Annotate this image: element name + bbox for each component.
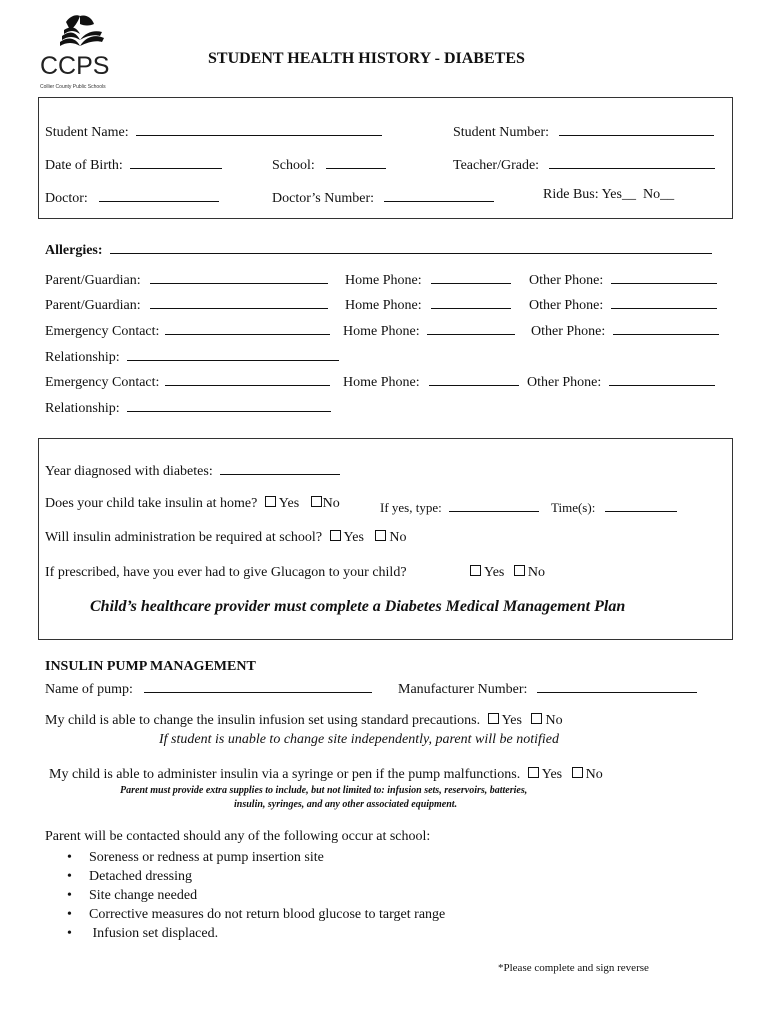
home-phone-3-label: Home Phone: [343,324,420,339]
home-phone-1-field[interactable] [431,269,511,284]
ride-bus[interactable]: Ride Bus: Yes__ No__ [543,187,675,202]
insulin-school-no-label: No [389,530,407,545]
insulin-home-row [45,496,340,512]
school-field[interactable] [326,154,386,169]
parent-guardian-2-row [45,294,328,314]
student-name-row [45,121,382,141]
insulin-times-row [551,497,677,516]
other-phone-3-label: Other Phone: [531,324,606,339]
list-item: • Detached dressing [45,867,445,886]
doctor-field[interactable] [99,187,219,202]
list-item: • Infusion set displaced. [45,924,445,943]
manufacturer-number-field[interactable] [537,678,697,693]
home-phone-2-field[interactable] [431,294,511,309]
other-phone-4-label: Other Phone: [527,375,602,390]
year-diagnosed-label: Year diagnosed with diabetes: [45,464,213,479]
other-phone-3-field[interactable] [613,320,719,335]
home-phone-4-row [343,371,519,391]
insulin-school-yes-checkbox[interactable] [330,530,341,541]
insulin-home-yes-label: Yes [278,496,300,511]
conditions-list [45,848,445,943]
allergies-field[interactable] [110,239,712,254]
relationship-1-field[interactable] [127,346,339,361]
supplies-note-1: Parent must provide extra supplies to include, but not limited to: infusion sets, reservoirs, batteries, [120,785,528,796]
dob-label: Date of Birth: [45,158,123,173]
year-diagnosed-field[interactable] [220,460,340,475]
home-phone-1-label: Home Phone: [345,273,422,288]
list-item: • Site change needed [45,886,445,905]
insulin-times-field[interactable] [605,497,677,512]
home-phone-3-row [343,320,515,340]
relationship-1-row [45,346,339,366]
pump-name-row [45,678,372,698]
administer-yes-checkbox[interactable] [528,767,539,778]
insulin-school-yes-label: Yes [343,530,364,545]
school-row [272,154,386,174]
home-phone-2-row [345,294,511,314]
doctors-number-label: Doctor’s Number: [272,191,374,206]
parent-guardian-1-row [45,269,328,289]
doctor-row [45,187,219,207]
page-title: STUDENT HEALTH HISTORY - DIABETES [208,50,525,67]
allergies-label: Allergies: [45,243,103,258]
administer-no-checkbox[interactable] [572,767,583,778]
insulin-times-label: Time(s): [551,500,596,515]
insulin-home-yes-checkbox[interactable] [265,496,276,507]
insulin-home-question: Does your child take insulin at home? [45,496,258,511]
home-phone-2-label: Home Phone: [345,298,422,313]
change-set-yes-checkbox[interactable] [488,713,499,724]
home-phone-1-row [345,269,511,289]
teacher-grade-row [453,154,715,174]
pump-name-label: Name of pump: [45,682,133,697]
relationship-2-row [45,397,331,417]
insulin-type-label: If yes, type: [380,500,442,515]
contact-intro: Parent will be contacted should any of the following occur at school: [45,829,431,844]
emergency-contact-2-label: Emergency Contact: [45,375,160,390]
footer-note: *Please complete and sign reverse [498,962,649,974]
administer-question: My child is able to administer insulin via a syringe or pen if the pump malfunctions. [49,767,521,782]
school-label: School: [272,158,315,173]
emergency-contact-1-row [45,320,330,340]
glucagon-row [45,565,407,581]
other-phone-2-field[interactable] [611,294,717,309]
pump-name-field[interactable] [144,678,372,693]
administer-row [49,767,603,783]
logo-district: Collier County Public Schools [40,84,106,90]
other-phone-1-field[interactable] [611,269,717,284]
allergies-row [45,239,712,259]
change-set-no-label: No [545,713,563,728]
insulin-school-no-checkbox[interactable] [375,530,386,541]
parent-guardian-2-field[interactable] [150,294,328,309]
dob-field[interactable] [130,154,222,169]
other-phone-3-row [531,320,719,340]
supplies-note-2: insulin, syringes, and any other associated equipment. [234,799,458,810]
change-set-note: If student is unable to change site independently, parent will be notified [159,732,559,747]
insulin-school-question: Will insulin administration be required at school? [45,530,323,545]
relationship-1-label: Relationship: [45,350,120,365]
manufacturer-number-label: Manufacturer Number: [398,682,528,697]
relationship-2-label: Relationship: [45,401,120,416]
pump-heading: INSULIN PUMP MANAGEMENT [45,659,256,674]
other-phone-1-label: Other Phone: [529,273,604,288]
administer-yes-label: Yes [541,767,563,782]
emergency-contact-2-field[interactable] [165,371,330,386]
relationship-2-field[interactable] [127,397,331,412]
student-name-field[interactable] [136,121,382,136]
glucagon-question: If prescribed, have you ever had to give Glucagon to your child? [45,565,407,580]
glucagon-no-checkbox[interactable] [514,565,525,576]
glucagon-options [466,565,545,581]
list-item: • Corrective measures do not return blood glucose to target range [45,905,445,924]
doctors-number-row [272,187,494,207]
glucagon-yes-label: Yes [484,565,505,580]
change-set-row [45,713,563,729]
other-phone-1-row [529,269,717,289]
year-diagnosed-row [45,460,340,480]
insulin-home-no-label: No [322,496,340,511]
student-name-label: Student Name: [45,125,129,140]
emergency-contact-2-row [45,371,330,391]
other-phone-4-field[interactable] [609,371,715,386]
dmmp-notice: Child’s healthcare provider must complete a Diabetes Medical Management Plan [90,598,626,615]
change-set-yes-label: Yes [501,713,522,728]
home-phone-3-field[interactable] [427,320,515,335]
other-phone-2-row [529,294,717,314]
insulin-type-field[interactable] [449,497,539,512]
teacher-grade-field[interactable] [549,154,715,169]
home-phone-4-field[interactable] [429,371,519,386]
change-set-no-checkbox[interactable] [531,713,542,724]
other-phone-4-row [527,371,715,391]
parent-guardian-1-label: Parent/Guardian: [45,273,141,288]
manufacturer-number-row [398,678,697,698]
student-number-label: Student Number: [453,125,550,140]
teacher-grade-label: Teacher/Grade: [453,158,540,173]
student-number-row [453,121,714,141]
dob-row [45,154,222,174]
home-phone-4-label: Home Phone: [343,375,420,390]
ccps-logo [40,12,120,94]
emergency-contact-1-field[interactable] [165,320,330,335]
doctors-number-field[interactable] [384,187,494,202]
other-phone-2-label: Other Phone: [529,298,604,313]
student-number-field[interactable] [559,121,714,136]
change-set-question: My child is able to change the insulin infusion set using standard precautions. [45,713,481,728]
emergency-contact-1-label: Emergency Contact: [45,324,160,339]
insulin-type-row [380,497,539,516]
logo-name: CCPS [40,52,110,80]
list-item: • Soreness or redness at pump insertion site [45,848,445,867]
administer-no-label: No [585,767,603,782]
insulin-home-no-checkbox[interactable] [311,496,322,507]
doctor-label: Doctor: [45,191,88,206]
parent-guardian-1-field[interactable] [150,269,328,284]
parent-guardian-2-label: Parent/Guardian: [45,298,141,313]
glucagon-no-label: No [527,565,545,580]
glucagon-yes-checkbox[interactable] [470,565,481,576]
insulin-school-row [45,530,407,546]
